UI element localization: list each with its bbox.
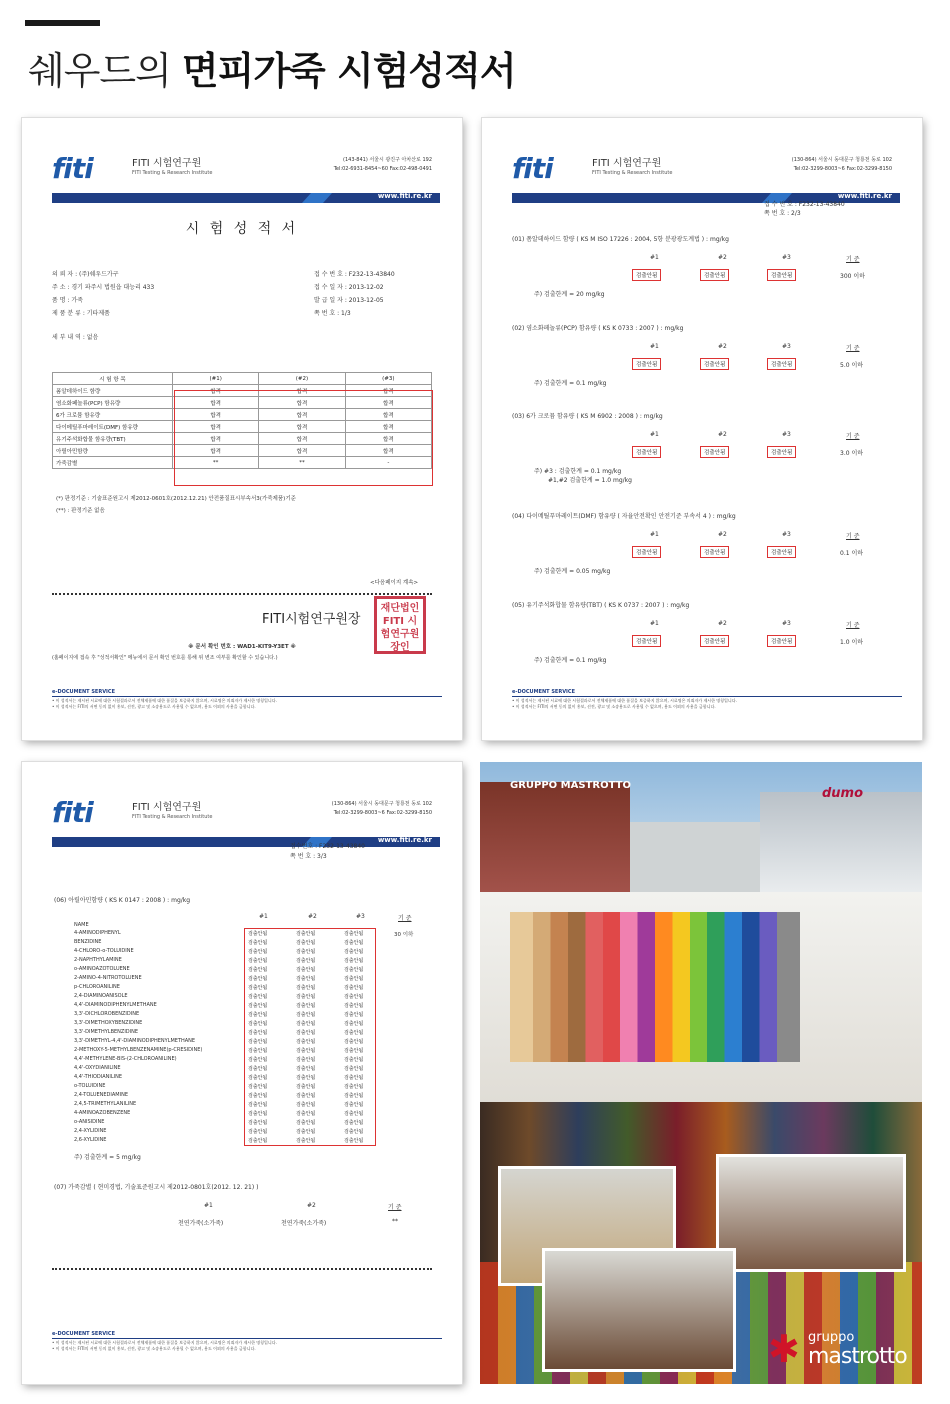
nd-cell: 검출안됨 — [296, 931, 316, 937]
nd-badge: 검출안됨 — [700, 446, 729, 458]
client-field: 주 소 : 경기 파주시 법원읍 대능리 433 — [52, 284, 155, 291]
receipt-field: 접 수 번 호 : F232-13-43840 — [764, 201, 845, 208]
table-cell: 가죽감별 — [53, 457, 173, 469]
receipt-field: 접수번호 : F232-13-43840 — [290, 843, 365, 850]
nd-badge: 검출안됨 — [632, 635, 661, 647]
showroom-sign: dumo — [822, 786, 864, 801]
nd-cell: 검출안됨 — [344, 940, 364, 946]
table-cell: ** — [392, 1218, 398, 1225]
nd-cell: 검출안됨 — [296, 1075, 316, 1081]
pass-highlight-box — [174, 390, 433, 486]
bar-accent — [302, 193, 332, 203]
footer — [52, 1331, 442, 1352]
column-header: 기 준 — [388, 1204, 402, 1211]
nd-cell: 검출안됨 — [296, 1030, 316, 1036]
office-building — [630, 822, 760, 892]
nd-cell: 검출안됨 — [248, 1084, 268, 1090]
table-cell: 합격 — [259, 433, 345, 445]
nd-cell: 검출안됨 — [344, 1012, 364, 1018]
nd-cell: 검출안됨 — [248, 1048, 268, 1054]
phone-line: Tel:02-6931-8454~60 Fax:02-498-0491 — [333, 166, 432, 172]
nd-cell: 검출안됨 — [248, 1066, 268, 1072]
institute-address — [332, 800, 432, 818]
note: #1,#2 검출한계 = 1.0 mg/kg — [548, 477, 632, 484]
nd-cell: 검출안됨 — [248, 976, 268, 982]
letterhead — [52, 792, 432, 832]
amine-name: o-TOLUIDINE — [74, 1083, 106, 1089]
institute-name — [132, 154, 212, 176]
table-cell: 천연가죽(소가죽) — [281, 1220, 327, 1227]
nd-cell: 검출안됨 — [248, 949, 268, 955]
receipt-field: 접 수 일 자 : 2013-12-02 — [314, 284, 384, 291]
footer-line: • 이 성적서는 제시된 시료에 대한 시험결과로서 전체제품에 대한 품질을 보증하지 않으며, 시료명은 의뢰자가 제시한 명칭입니다. — [52, 1340, 277, 1345]
amine-name: p-CHLOROANILINE — [74, 984, 120, 990]
nd-cell: 검출안됨 — [344, 1021, 364, 1027]
nd-cell: 검출안됨 — [248, 1057, 268, 1063]
nd-badge: 검출안됨 — [767, 446, 796, 458]
table-cell: 합격 — [173, 445, 259, 457]
nd-cell: 검출안됨 — [248, 1093, 268, 1099]
section-title: (03) 6가 크로뮴 함유량 ( KS M 6902 : 2008 ) : mg/kg — [512, 413, 663, 420]
nd-cell: 검출안됨 — [296, 940, 316, 946]
signature: FITI시험연구원장 — [262, 612, 361, 627]
note: 주) 검출한계 = 0.05 mg/kg — [534, 568, 611, 575]
table-cell: 합격 — [345, 421, 431, 433]
nd-badge: 검출안됨 — [767, 546, 796, 558]
amine-name: 2-METHOXY-5-METHYLBENZENAMINE(p-CRESIDINE) — [74, 1047, 203, 1053]
table-cell: 합격 — [345, 409, 431, 421]
nd-cell: 검출안됨 — [248, 1075, 268, 1081]
institute-name-ko: FITI 시험연구원 — [592, 158, 662, 169]
column-header: #2 — [718, 531, 727, 538]
amine-name: 2,6-XYLIDINE — [74, 1137, 107, 1143]
nd-cell: 검출안됨 — [296, 985, 316, 991]
nd-cell: 검출안됨 — [296, 1129, 316, 1135]
amine-name: 3,3'-DIMETHYLBENZIDINE — [74, 1029, 139, 1035]
website-bar — [52, 837, 440, 847]
nd-badge: 검출안됨 — [767, 635, 796, 647]
nd-badge: 검출안됨 — [700, 635, 729, 647]
note: 주) 검출한계 = 20 mg/kg — [534, 291, 605, 298]
column-header: #2 — [718, 431, 727, 438]
brand-top: gruppo — [808, 1330, 855, 1345]
institute-name — [592, 154, 672, 176]
nd-cell: 검출안됨 — [296, 1012, 316, 1018]
amine-name: 2,4-TOLUENEDIAMINE — [74, 1092, 128, 1098]
table-cell: 합격 — [345, 385, 431, 397]
table-cell: 합격 — [259, 421, 345, 433]
amine-name: o-ANISIDINE — [74, 1119, 105, 1125]
column-header: #1 — [650, 620, 659, 627]
table-cell: 유기주석화합물 함유량(TBT) — [53, 433, 173, 445]
section-title: (06) 아릴아민함량 ( KS K 0147 : 2008 ) : mg/kg — [54, 897, 191, 904]
receipt-fields — [764, 200, 845, 218]
receipt-field: 발 급 일 자 : 2013-12-05 — [314, 297, 384, 304]
factory-building — [480, 782, 630, 892]
nd-cell: 검출안됨 — [344, 1048, 364, 1054]
nd-cell: 검출안됨 — [296, 958, 316, 964]
table-cell: - — [345, 457, 431, 469]
amine-name: 4-AMINODIPHENYL — [74, 930, 121, 936]
note: (**) : 판정기준 없음 — [56, 508, 105, 514]
amine-name: 2-AMINO-4-NITROTOLUENE — [74, 975, 142, 981]
nd-cell: 검출안됨 — [296, 1003, 316, 1009]
nd-cell: 검출안됨 — [248, 940, 268, 946]
website-url: www.fiti.re.kr — [377, 192, 432, 200]
footer-line: • 이 성적서는 제시된 시료에 대한 시험결과로서 전체제품에 대한 품질을 보증하지 않으며, 시료명은 의뢰자가 제시한 명칭입니다. — [512, 698, 737, 703]
letterhead — [52, 148, 432, 188]
nd-cell: 검출안됨 — [344, 976, 364, 982]
nd-cell: 검출안됨 — [248, 1003, 268, 1009]
table-cell: 합격 — [259, 445, 345, 457]
table-cell: ** — [259, 457, 345, 469]
e-document-label: e-DOCUMENT SERVICE — [512, 689, 576, 695]
table-cell: 합격 — [173, 385, 259, 397]
table-cell: 합격 — [173, 421, 259, 433]
column-header: 기 준 — [846, 533, 860, 540]
nd-cell: 검출안됨 — [296, 1021, 316, 1027]
footer-line: • 이 성적서는 FITI의 서면 동의 없이 홍보, 선전, 광고 및 소송용도로 사용될 수 없으며, 용도 이외의 사용을 금합니다. — [52, 704, 256, 709]
note: 주) 검출한계 = 0.1 mg/kg — [534, 657, 607, 664]
nd-cell: 검출안됨 — [344, 1093, 364, 1099]
column-header: 기 준 — [846, 622, 860, 629]
nd-cell: 검출안됨 — [344, 1039, 364, 1045]
column-header: #2 — [718, 254, 727, 261]
table-cell: 합격 — [173, 397, 259, 409]
fiti-logo: fiti — [512, 152, 553, 185]
confirm-number: ※ 문서 확인 번호 : WAD1-KIT9-Y3ET ※ — [188, 644, 296, 650]
nd-badge: 검출안됨 — [767, 358, 796, 370]
column-header: #3 — [782, 431, 791, 438]
fiti-logo: fiti — [52, 796, 93, 829]
website-url: www.fiti.re.kr — [837, 192, 892, 200]
divider — [52, 1268, 432, 1270]
amine-name: 2,4-DIAMINOANISOLE — [74, 993, 128, 999]
document-title: 시 험 성 적 서 — [185, 221, 299, 237]
column-header: #3 — [356, 913, 365, 920]
table-cell: 6가 크로뮴 함유량 — [53, 409, 173, 421]
title-light: 쉐우드의 — [28, 49, 182, 93]
section-title: (01) 폼알데하이드 함량 ( KS M ISO 17226 : 2004, 5항 분광광도계법 ) : mg/kg — [512, 236, 729, 243]
nd-cell: 검출안됨 — [248, 1111, 268, 1117]
nd-badge: 검출안됨 — [632, 358, 661, 370]
nd-cell: 검출안됨 — [344, 967, 364, 973]
column-header: #3 — [782, 254, 791, 261]
table-cell: 천연가죽(소가죽) — [178, 1220, 224, 1227]
institute-name-ko: FITI 시험연구원 — [132, 802, 202, 813]
client-fields — [52, 268, 154, 320]
client-field: 제 품 분 류 : 기타제품 — [52, 310, 110, 317]
certificate-page-1 — [22, 118, 462, 740]
nd-cell: 검출안됨 — [248, 958, 268, 964]
nd-cell: 검출안됨 — [344, 985, 364, 991]
column-header: #1 — [259, 913, 268, 920]
showroom-building — [760, 792, 922, 892]
nd-cell: 검출안됨 — [248, 985, 268, 991]
column-header: #2 — [718, 620, 727, 627]
amine-name: 3,3'-DICHLOROBENZIDINE — [74, 1011, 140, 1017]
note: 주) #3 : 검출한계 = 0.1 mg/kg — [534, 468, 622, 475]
e-document-label: e-DOCUMENT SERVICE — [52, 1331, 116, 1337]
amine-name: 2,4-XYLIDINE — [74, 1128, 107, 1134]
certificate-page-3 — [22, 762, 462, 1384]
nd-cell: 검출안됨 — [296, 1066, 316, 1072]
nd-badge: 검출안됨 — [632, 446, 661, 458]
institute-name — [132, 798, 212, 820]
factory-sign: GRUPPO MASTROTTO — [510, 780, 631, 791]
nd-cell: 검출안됨 — [344, 1138, 364, 1144]
nd-cell: 검출안됨 — [344, 1129, 364, 1135]
nd-highlight-box — [244, 928, 376, 1146]
column-header: 기 준 — [398, 915, 412, 922]
amine-name: 4,4'-THIODIANILINE — [74, 1074, 123, 1080]
institute-name-ko: FITI 시험연구원 — [132, 158, 202, 169]
table-header-cell: (#3) — [345, 373, 431, 385]
website-url: www.fiti.re.kr — [377, 836, 432, 844]
nd-badge: 검출안됨 — [700, 358, 729, 370]
column-header: #2 — [308, 913, 317, 920]
table-cell: ** — [173, 457, 259, 469]
address-line: (143-841) 서울시 광진구 아차산로 192 — [343, 157, 432, 163]
nd-cell: 검출안됨 — [248, 1138, 268, 1144]
nd-cell: 검출안됨 — [296, 1057, 316, 1063]
table-cell: 염소화페놀류(PCP) 함유량 — [53, 397, 173, 409]
institute-name-en: FITI Testing & Research Institute — [132, 814, 213, 820]
section-title: (07) 가죽감별 ( 현미경법, 기술표준원고시 제2012-0801호(2012. 12. 21) ) — [54, 1184, 259, 1191]
nd-cell: 검출안됨 — [248, 1129, 268, 1135]
nd-cell: 검출안됨 — [296, 1048, 316, 1054]
amine-name: 4,4'-METHYLENE-BIS-(2-CHLOROANILINE) — [74, 1056, 177, 1062]
phone-line: Tel:02-3299-8003~6 Fax:02-3299-8150 — [793, 166, 892, 172]
nd-badge: 검출안됨 — [700, 269, 729, 281]
divider — [52, 593, 432, 595]
nd-cell: 검출안됨 — [344, 1066, 364, 1072]
column-header: #3 — [782, 531, 791, 538]
nd-cell: 검출안됨 — [344, 1057, 364, 1063]
nd-cell: 검출안됨 — [344, 958, 364, 964]
nd-cell: 검출안됨 — [296, 976, 316, 982]
mastrotto-logo — [768, 1322, 918, 1378]
column-header: #1 — [650, 343, 659, 350]
institute-name-en: FITI Testing & Research Institute — [592, 170, 673, 176]
table-cell: 폼알데하이드 함량 — [53, 385, 173, 397]
nd-badge: 검출안됨 — [632, 269, 661, 281]
column-header: #1 — [204, 1202, 213, 1209]
nd-badge: 검출안됨 — [632, 546, 661, 558]
nd-cell: 검출안됨 — [248, 931, 268, 937]
nd-cell: 검출안됨 — [344, 949, 364, 955]
table-cell: 합격 — [173, 433, 259, 445]
nd-cell: 검출안됨 — [248, 1039, 268, 1045]
standard-value: 5.0 이하 — [840, 362, 864, 369]
inspection-photo-3 — [542, 1248, 736, 1372]
table-header-cell: 시 험 항 목 — [53, 373, 173, 385]
mastrotto-star-icon: ✱ — [768, 1327, 800, 1371]
seal-text: 재단법인 FITI 시험연구원장인 — [380, 603, 420, 653]
standard-value: 3.0 이하 — [840, 450, 864, 457]
note: 주) 검출한계 = 5 mg/kg — [74, 1154, 141, 1161]
nd-cell: 검출안됨 — [296, 1084, 316, 1090]
inspection-photo-2 — [716, 1154, 906, 1272]
nd-cell: 검출안됨 — [344, 1102, 364, 1108]
nd-cell: 검출안됨 — [344, 1084, 364, 1090]
column-header: #3 — [782, 343, 791, 350]
receipt-fields — [290, 842, 365, 862]
nd-cell: 검출안됨 — [344, 1075, 364, 1081]
column-header: #3 — [782, 620, 791, 627]
section-title: (05) 유기주석화합물 함유량(TBT) ( KS K 0737 : 2007 ) : mg/kg — [512, 602, 690, 609]
website-bar — [52, 193, 440, 203]
footer — [512, 689, 902, 710]
column-header: 기 준 — [846, 433, 860, 440]
nd-cell: 검출안됨 — [344, 1030, 364, 1036]
page-title — [28, 40, 516, 95]
nd-cell: 검출안됨 — [344, 931, 364, 937]
factory-photo-collage — [480, 762, 922, 1384]
fiti-logo: fiti — [52, 152, 93, 185]
brand-bottom: mastrotto — [808, 1344, 907, 1369]
nd-cell: 검출안됨 — [248, 1102, 268, 1108]
column-header: #1 — [650, 254, 659, 261]
table-cell: 합격 — [345, 397, 431, 409]
name-header: NAME — [74, 922, 89, 928]
confirm-note: (홈페이지에 접속 후 "성적서확인" 메뉴에서 문서 확인 번호를 통해 위 변조 여부를 확인할 수 있습니다.) — [52, 655, 278, 661]
standard-value: 0.1 이하 — [840, 550, 864, 557]
receipt-field: 쪽 번 호 : 2/3 — [764, 210, 801, 217]
standard-value: 1.0 이하 — [840, 639, 864, 646]
nd-badge: 검출안됨 — [767, 269, 796, 281]
standard-value: 300 이하 — [840, 273, 865, 280]
table-cell: 합격 — [345, 433, 431, 445]
receipt-field: 쪽 번 호 : 1/3 — [314, 310, 351, 317]
amine-name: 2-NAPHTHYLAMINE — [74, 957, 122, 963]
column-header: #1 — [650, 431, 659, 438]
amine-name: o-AMINOAZOTOLUENE — [74, 966, 130, 972]
amine-name: 2,4,5-TRIMETHYLANILINE — [74, 1101, 137, 1107]
institute-address — [792, 156, 892, 174]
table-header-cell: (#1) — [173, 373, 259, 385]
client-field: 품 명 : 가죽 — [52, 297, 83, 304]
amine-name: 4-CHLORO-o-TOLUIDINE — [74, 948, 134, 954]
amine-name: 4,4'-DIAMINODIPHENYLMETHANE — [74, 1002, 157, 1008]
nd-cell: 검출안됨 — [296, 1138, 316, 1144]
nd-cell: 검출안됨 — [296, 994, 316, 1000]
table-cell: 아릴아민함량 — [53, 445, 173, 457]
address-line: (130-864) 서울시 동대문구 청룡천 동로 102 — [331, 801, 432, 807]
title-bold: 면피가죽 시험성적서 — [181, 49, 516, 93]
amine-name: BENZIDINE — [74, 939, 102, 945]
table-cell: 합격 — [345, 445, 431, 457]
amine-name: 3,3'-DIMETHOXYBENZIDINE — [74, 1020, 143, 1026]
footer-line: • 이 성적서는 FITI의 서면 동의 없이 홍보, 선전, 광고 및 소송용도로 사용될 수 없으며, 용도 이외의 사용을 금합니다. — [512, 704, 716, 709]
column-header: #2 — [718, 343, 727, 350]
nd-cell: 검출안됨 — [296, 1093, 316, 1099]
receipt-field: 쪽 번 호 : 3/3 — [290, 853, 327, 860]
footer-line: • 이 성적서는 FITI의 서면 동의 없이 홍보, 선전, 광고 및 소송용도로 사용될 수 없으며, 용도 이외의 사용을 금합니다. — [52, 1346, 256, 1351]
nd-cell: 검출안됨 — [344, 994, 364, 1000]
note: (*) 판정기준 : 기술표준원고시 제2012-0601호(2012.12.21) 안전품질표시부속서3(가죽제품)기준 — [56, 496, 296, 502]
table-header-row — [53, 373, 432, 385]
nd-cell: 검출안됨 — [344, 1003, 364, 1009]
nd-cell: 검출안됨 — [344, 1120, 364, 1126]
section-title: (02) 염소화페놀류(PCP) 함유량 ( KS K 0733 : 2007 ) : mg/kg — [512, 325, 684, 332]
nd-cell: 검출안됨 — [296, 1111, 316, 1117]
footer-line: • 이 성적서는 제시된 시료에 대한 시험결과로서 전체제품에 대한 품질을 보증하지 않으며, 시료명은 의뢰자가 제시한 명칭입니다. — [52, 698, 277, 703]
e-document-label: e-DOCUMENT SERVICE — [52, 689, 116, 695]
nd-cell: 검출안됨 — [296, 949, 316, 955]
nd-cell: 검출안됨 — [296, 1039, 316, 1045]
nd-cell: 검출안됨 — [248, 1021, 268, 1027]
nd-cell: 검출안됨 — [296, 1102, 316, 1108]
detail-line: 세 부 내 역 : 없음 — [52, 334, 99, 341]
table-cell: 합격 — [259, 397, 345, 409]
address-line: (130-864) 서울시 동대문구 청룡천 동로 102 — [791, 157, 892, 163]
amine-name: 4,4'-OXYDIANILINE — [74, 1065, 121, 1071]
table-cell: 합격 — [259, 385, 345, 397]
standard-value: 30 이하 — [394, 932, 414, 938]
letterhead — [512, 148, 892, 188]
nd-cell: 검출안됨 — [248, 1012, 268, 1018]
nd-cell: 검출안됨 — [248, 967, 268, 973]
nd-cell: 검출안됨 — [296, 1120, 316, 1126]
nd-cell: 검출안됨 — [248, 1030, 268, 1036]
next-page-label: <다음페이지 계속> — [370, 580, 419, 586]
column-header: #2 — [307, 1202, 316, 1209]
client-field: 의 뢰 자 : (주)쉐우드가구 — [52, 271, 119, 278]
amine-name: 3,3'-DIMETHYL-4,4'-DIAMINODIPHENYLMETHANE — [74, 1038, 196, 1044]
header-accent-bar — [25, 20, 100, 26]
nd-cell: 검출안됨 — [344, 1111, 364, 1117]
certificate-page-2 — [482, 118, 922, 740]
table-header-cell: (#2) — [259, 373, 345, 385]
table-cell: 합격 — [173, 409, 259, 421]
nd-cell: 검출안됨 — [248, 994, 268, 1000]
column-header: 기 준 — [846, 345, 860, 352]
section-title: (04) 다이메틸푸마레이트(DMF) 함유량 ( 자율안전확인 안전기준 부속서 4 ) : mg/kg — [512, 513, 736, 520]
institute-address — [334, 156, 432, 174]
nd-cell: 검출안됨 — [248, 1120, 268, 1126]
table-cell: 다이메틸푸마레이트(DMF) 함유량 — [53, 421, 173, 433]
receipt-fields — [314, 268, 395, 320]
institute-name-en: FITI Testing & Research Institute — [132, 170, 213, 176]
nd-cell: 검출안됨 — [296, 967, 316, 973]
phone-line: Tel:02-3299-8003~6 Fax:02-3299-8150 — [333, 810, 432, 816]
nd-badge: 검출안됨 — [700, 546, 729, 558]
hanging-leather-hides — [510, 912, 800, 1062]
receipt-field: 접 수 번 호 : F232-13-43840 — [314, 271, 395, 278]
footer — [52, 689, 442, 710]
column-header: #1 — [650, 531, 659, 538]
table-cell: 합격 — [259, 409, 345, 421]
note: 주) 검출한계 = 0.1 mg/kg — [534, 380, 607, 387]
column-header: 기 준 — [846, 256, 860, 263]
amine-name: 4-AMINOAZOBENZENE — [74, 1110, 131, 1116]
